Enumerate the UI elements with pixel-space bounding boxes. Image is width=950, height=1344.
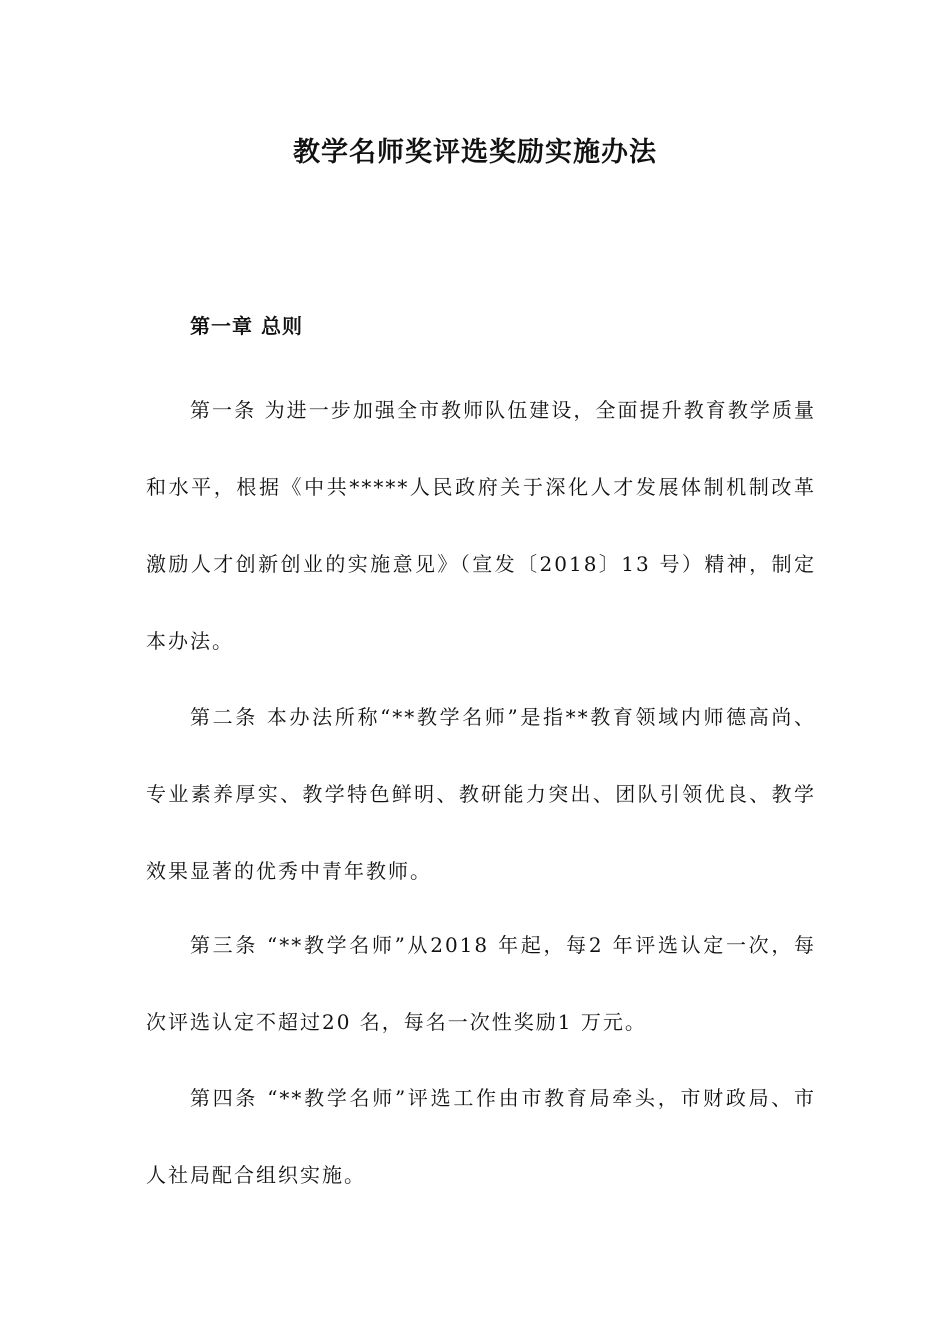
article-4: 第四条 “**教学名师”评选工作由市教育局牵头，市财政局、市人社局配合组织实施。 — [146, 1086, 816, 1187]
article-1: 第一条 为进一步加强全市教师队伍建设，全面提升教育教学质量和水平，根据《中共*****人民政府关于深化人才发展体制机制改革激励人才创新创业的实施意见》（宣发〔2018〕13 号）精神，制定本办法。 — [146, 398, 816, 653]
document-title: 教学名师奖评选奖励实施办法 — [293, 137, 657, 168]
article-2: 第二条 本办法所称“**教学名师”是指**教育领域内师德高尚、专业素养厚实、教学特色鲜明、教研能力突出、团队引领优良、教学效果显著的优秀中青年教师。 — [146, 705, 816, 883]
article-3: 第三条 “**教学名师”从2018 年起，每2 年评选认定一次，每次评选认定不超过20 名，每名一次性奖励1 万元。 — [146, 933, 816, 1034]
chapter-heading: 第一章 总则 — [190, 314, 303, 338]
